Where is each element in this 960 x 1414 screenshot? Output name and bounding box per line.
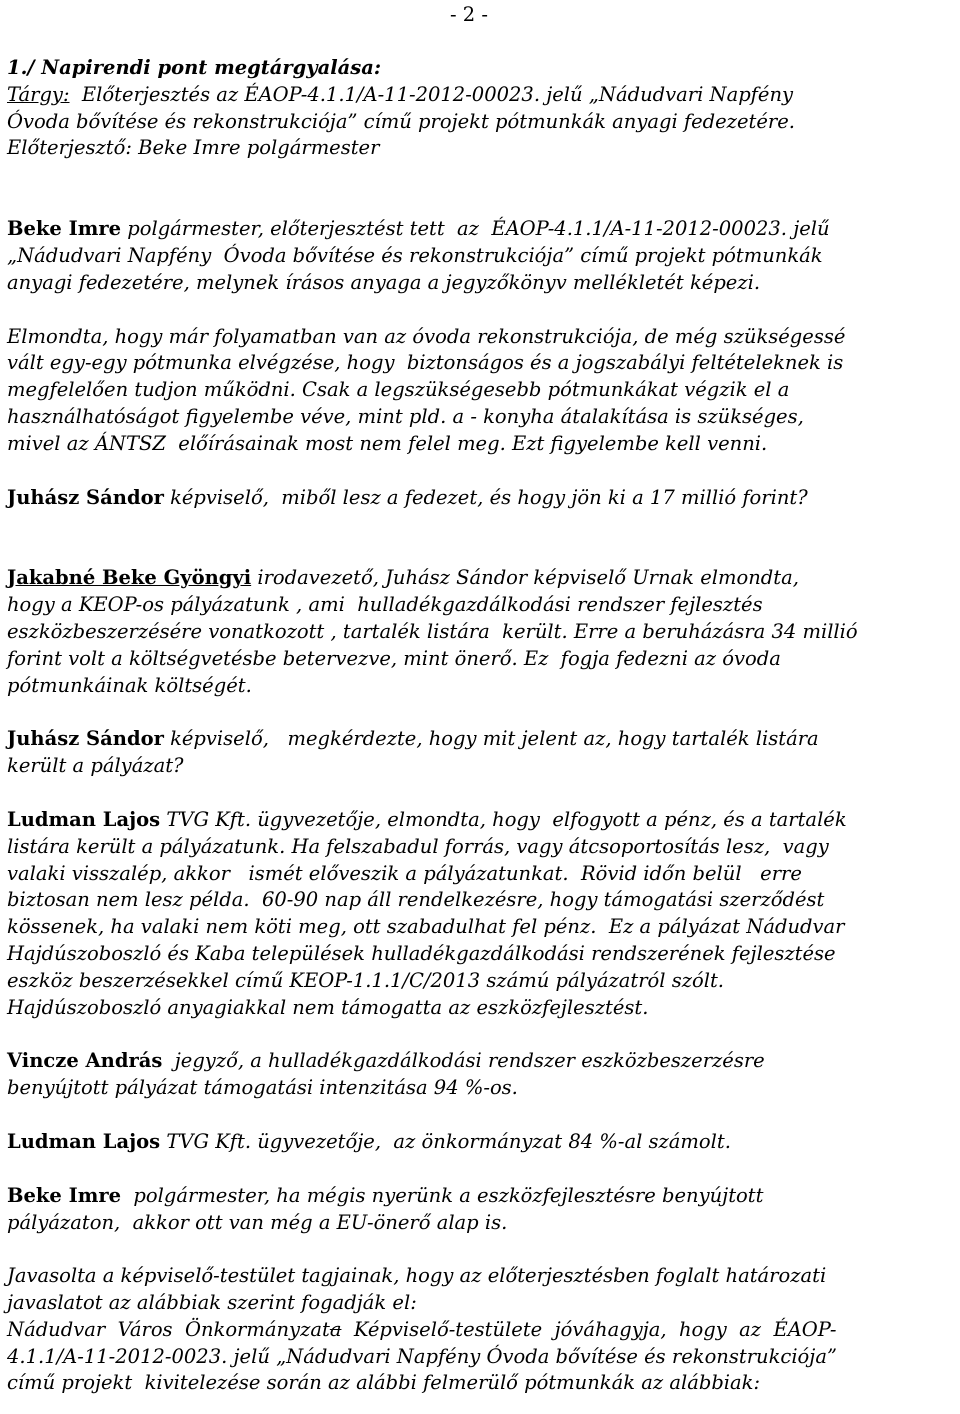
agenda-block (7, 55, 955, 162)
paragraph-elmondta (7, 324, 955, 458)
paragraph-jakabne (7, 565, 955, 699)
line-segment: Képviselő-testülete jóváhagyja, hogy az ÉAOP- (341, 1317, 837, 1341)
paragraph-line: című projekt kivitelezése során az alábbi felmerülő pótmunkák az alábbiak: (7, 1371, 761, 1395)
paragraph-line: 4.1.1/A-11-2012-0023. jelű „Nádudvari Napfény Óvoda bővítése és rekonstrukciója” (7, 1344, 837, 1368)
speaker-name: Ludman Lajos (7, 1129, 161, 1153)
speaker-name: Beke Imre (7, 217, 122, 241)
paragraph-line: eszköz beszerzésekkel című KEOP-1.1.1/C/2013 számú pályázatról szólt. (7, 968, 724, 992)
subject-text-1: Előterjesztés az ÉAOP-4.1.1/A-11-2012-00023. jelű „Nádudvari Napfény (69, 82, 794, 106)
paragraph-beke-2 (7, 1183, 955, 1237)
spacer (7, 511, 955, 565)
speaker-name: Ludman Lajos (7, 807, 161, 831)
spacer (7, 780, 955, 807)
speaker-name: Beke Imre (7, 1183, 122, 1207)
page-number: - 2 - (450, 3, 488, 26)
agenda-subject-line-2: Óvoda bővítése és rekonstrukciója” című projekt pótmunkák anyagi fedezetére. (7, 109, 795, 133)
paragraph-line: javaslatot az alábbiak szerint fogadják el: (7, 1291, 417, 1315)
spacer (7, 297, 955, 324)
paragraph-ludman-1 (7, 807, 955, 1021)
speaker-name: Vincze András (7, 1049, 163, 1073)
paragraph-line: polgármester, ha mégis nyerünk a eszközfejlesztésre benyújtott (121, 1183, 764, 1207)
speaker-name: Jakabné Beke Gyöngyi (7, 566, 252, 590)
spacer (7, 1102, 955, 1129)
line-segment: Nádudvar Város Önkormányzat (7, 1317, 330, 1341)
struck-letter: a (329, 1317, 342, 1341)
paragraph-line: megfelelően tudjon működni. Csak a legszükségesebb pótmunkákat végzik el a (7, 378, 790, 402)
paragraph-juhasz-question (7, 485, 955, 512)
paragraph-line: „Nádudvari Napfény Óvoda bővítése és rekonstrukciója” című projekt pótmunkák (7, 243, 823, 267)
paragraph-line: polgármester, előterjesztést tett az ÉAOP-4.1.1/A-11-2012-00023. jelű (121, 217, 830, 241)
paragraph-juhasz-followup (7, 726, 955, 780)
paragraph-line (7, 1317, 955, 1344)
paragraph-line: irodavezető, Juhász Sándor képviselő Urnak elmondta, (251, 566, 799, 590)
paragraph-line: benyújtott pályázat támogatási intenzitása 94 %-os. (7, 1076, 518, 1100)
subject-label: Tárgy: (7, 82, 70, 106)
spacer (7, 1021, 955, 1048)
paragraph-javasolta (7, 1263, 955, 1397)
paragraph-line: Javasolta a képviselő-testület tagjainak, hogy az előterjesztésben foglalt határozati (7, 1264, 827, 1288)
paragraph-line: hogy a KEOP-os pályázatunk , ami hulladékgazdálkodási rendszer fejlesztés (7, 593, 763, 617)
paragraph-line: mivel az ÁNTSZ előírásainak most nem felel meg. Ezt figyelembe kell venni. (7, 431, 768, 455)
spacer (7, 458, 955, 485)
paragraph-line: eszközbeszerzésére vonatkozott , tartalék listára került. Erre a beruházásra 34 millió (7, 619, 858, 643)
paragraph-line: forint volt a költségvetésbe betervezve, mint önerő. Ez fogja fedezni az óvoda (7, 646, 781, 670)
paragraph-line: TVG Kft. ügyvezetője, az önkormányzat 84 %-al számolt. (160, 1129, 731, 1153)
paragraph-line: valaki visszalép, akkor ismét előveszik a pályázatunkat. Rövid időn belül erre (7, 861, 802, 885)
paragraph-vincze (7, 1048, 955, 1102)
paragraph-line: került a pályázat? (7, 754, 184, 778)
spacer (7, 699, 955, 726)
paragraph-line: listára került a pályázatunk. Ha felszabadul forrás, vagy átcsoportosítás lesz, vagy (7, 834, 829, 858)
paragraph-line: pótmunkáinak költségét. (7, 673, 252, 697)
agenda-heading: 1./ Napirendi pont megtárgyalása: (7, 56, 382, 79)
paragraph-line: Hajdúszoboszló és Kaba települések hulladékgazdálkodási rendszerének fejlesztése (7, 941, 836, 965)
spacer (7, 162, 955, 216)
paragraph-line: képviselő, megkérdezte, hogy mit jelent az, hogy tartalék listára (163, 727, 819, 751)
agenda-subject-line-1 (7, 82, 955, 109)
paragraph-line: vált egy-egy pótmunka elvégzése, hogy biztonságos és a jogszabályi feltételeknek is (7, 351, 844, 375)
paragraph-line: kössenek, ha valaki nem köti meg, ott szabadulhat fel pénz. Ez a pályázat Nádudvar (7, 915, 845, 939)
paragraph-beke-intro (7, 216, 955, 296)
paragraph-line: anyagi fedezetére, melynek írásos anyaga a jegyzőkönyv mellékletét képezi. (7, 270, 761, 294)
paragraph-line: használhatóságot figyelembe véve, mint pld. a - konyha átalakítása is szükséges, (7, 404, 804, 428)
spacer (7, 1236, 955, 1263)
paragraph-line: biztosan nem lesz példa. 60-90 nap áll rendelkezésre, hogy támogatási szerződést (7, 888, 825, 912)
paragraph-line: pályázaton, akkor ott van még a EU-önerő alap is. (7, 1210, 508, 1234)
paragraph-ludman-2 (7, 1129, 955, 1156)
paragraph-line: Hajdúszoboszló anyagiakkal nem támogatta az eszközfejlesztést. (7, 995, 649, 1019)
paragraph-line: jegyző, a hulladékgazdálkodási rendszer eszközbeszerzésre (162, 1049, 765, 1073)
paragraph-line: Elmondta, hogy már folyamatban van az óvoda rekonstrukciója, de még szükségessé (7, 324, 846, 348)
speaker-name: Juhász Sándor (7, 727, 164, 751)
spacer (7, 1156, 955, 1183)
speaker-name: Juhász Sándor (7, 485, 164, 509)
paragraph-line: képviselő, miből lesz a fedezet, és hogy jön ki a 17 millió forint? (163, 485, 808, 509)
paragraph-line: TVG Kft. ügyvezetője, elmondta, hogy elfogyott a pénz, és a tartalék (160, 807, 847, 831)
document-body (7, 55, 955, 1397)
agenda-presenter: Előterjesztő: Beke Imre polgármester (7, 136, 380, 160)
